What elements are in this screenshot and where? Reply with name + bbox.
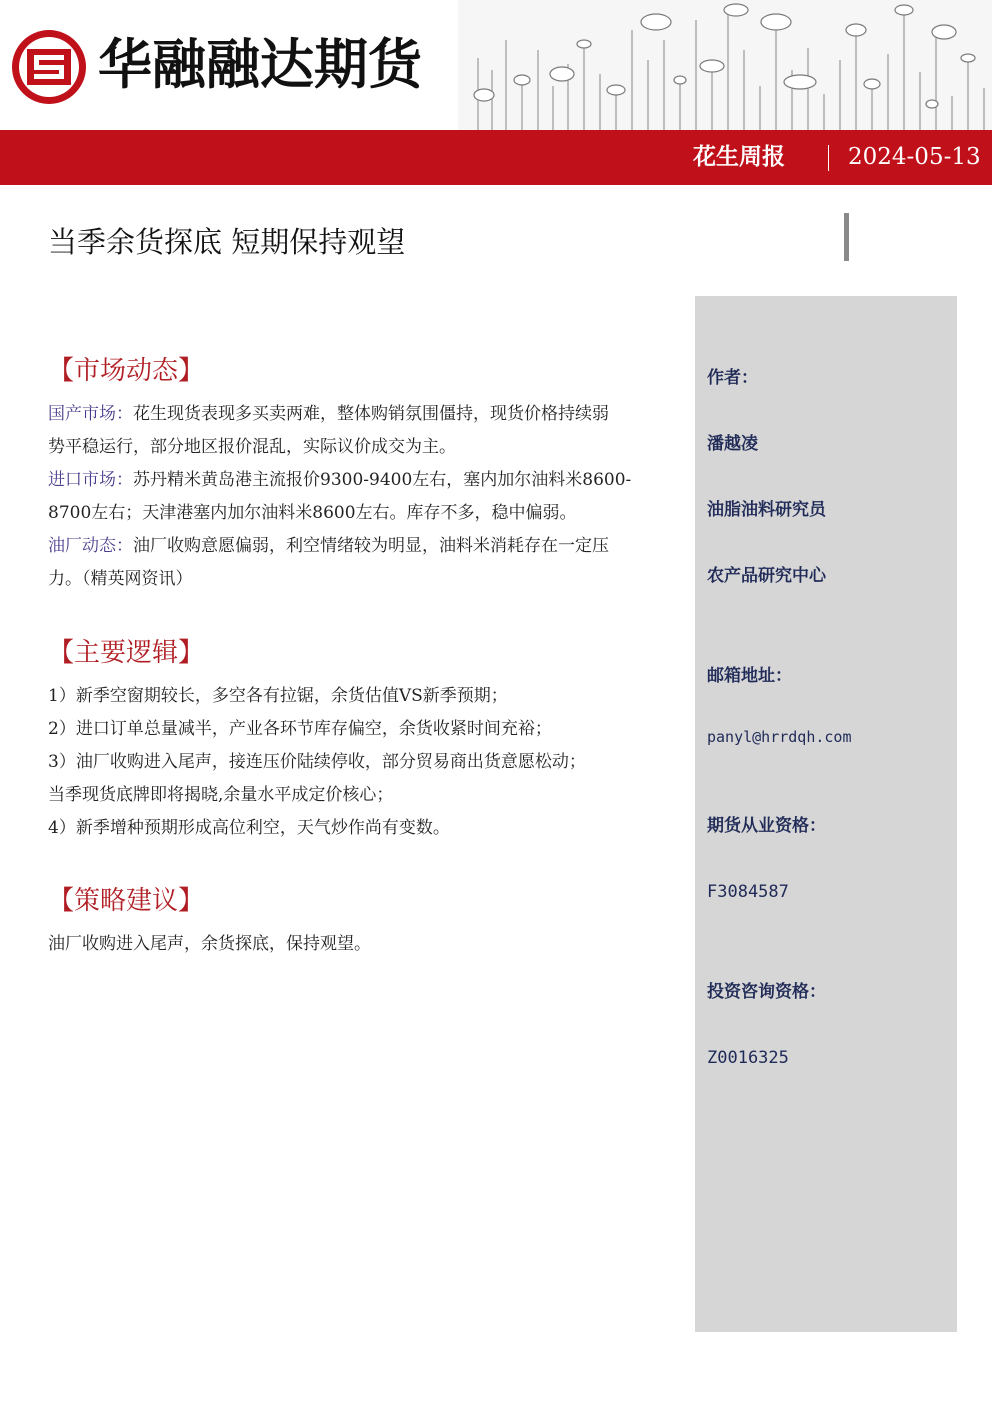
- import-label: 进口市场：: [48, 470, 133, 490]
- section-heading-strategy: 【策略建议】: [48, 886, 205, 916]
- market-import-paragraph: [48, 464, 688, 530]
- futures-qualification-label: 期货从业资格：: [707, 816, 826, 836]
- advisory-qualification-label: 投资咨询资格：: [707, 982, 826, 1002]
- mill-label: 油厂动态：: [48, 536, 133, 556]
- logic-list: [48, 680, 688, 845]
- report-header: [0, 0, 992, 185]
- import-text: 苏丹精米黄岛港主流报价9300-9400左右，塞内加尔油料米8600-: [133, 470, 632, 490]
- title-marker: [844, 213, 849, 261]
- strategy-text: 油厂收购进入尾声，余货探底，保持观望。: [48, 934, 371, 954]
- logic-item: 3）油厂收购进入尾声，接连压价陆续停收，部分贸易商出货意愿松动；: [48, 752, 586, 772]
- author-role: 油脂油料研究员: [707, 500, 826, 520]
- author-dept: 农产品研究中心: [707, 566, 826, 586]
- header-decoration: [458, 0, 992, 130]
- logic-item: 2）进口订单总量减半，产业各环节库存偏空，余货收紧时间充裕；: [48, 719, 552, 739]
- report-date: 2024-05-13: [848, 144, 981, 170]
- brand-name: 华融融达期货: [98, 33, 422, 96]
- domestic-text: 花生现货表现多买卖两难，整体购销氛围僵持，现货价格持续弱: [133, 404, 609, 424]
- logic-item: 1）新季空窗期较长，多空各有拉锯，余货估值VS新季预期；: [48, 686, 508, 706]
- header-red-bar: [0, 130, 992, 185]
- mill-text-2: 力。（精英网资讯）: [48, 569, 193, 589]
- domestic-label: 国产市场：: [48, 404, 133, 424]
- logic-item: 4）新季增种预期形成高位利空，天气炒作尚有变数。: [48, 818, 450, 838]
- author-label: 作者：: [707, 368, 758, 388]
- market-mill-paragraph: [48, 530, 688, 596]
- report-type: 花生周报: [693, 144, 785, 170]
- advisory-qualification-id: Z0016325: [707, 1048, 789, 1068]
- section-heading-logic: 【主要逻辑】: [48, 638, 205, 668]
- section-heading-market: 【市场动态】: [48, 356, 205, 386]
- email-label: 邮箱地址：: [707, 666, 792, 686]
- domestic-text-2: 势平稳运行，部分地区报价混乱，实际议价成交为主。: [48, 437, 456, 457]
- futures-qualification-id: F3084587: [707, 882, 789, 902]
- company-logo-icon: [10, 28, 88, 106]
- author-name: 潘越凌: [707, 434, 758, 454]
- email-address[interactable]: panyl@hrrdqh.com: [707, 728, 852, 746]
- header-separator: [828, 145, 829, 171]
- mill-text: 油厂收购意愿偏弱，利空情绪较为明显，油料米消耗存在一定压: [133, 536, 609, 556]
- import-text-2: 8700左右；天津港塞内加尔油料米8600左右。库存不多，稳中偏弱。: [48, 503, 577, 523]
- report-title: 当季余货探底 短期保持观望: [48, 225, 406, 259]
- market-domestic-paragraph: [48, 398, 688, 464]
- logic-item: 当季现货底牌即将揭晓,余量水平成定价核心；: [48, 785, 394, 805]
